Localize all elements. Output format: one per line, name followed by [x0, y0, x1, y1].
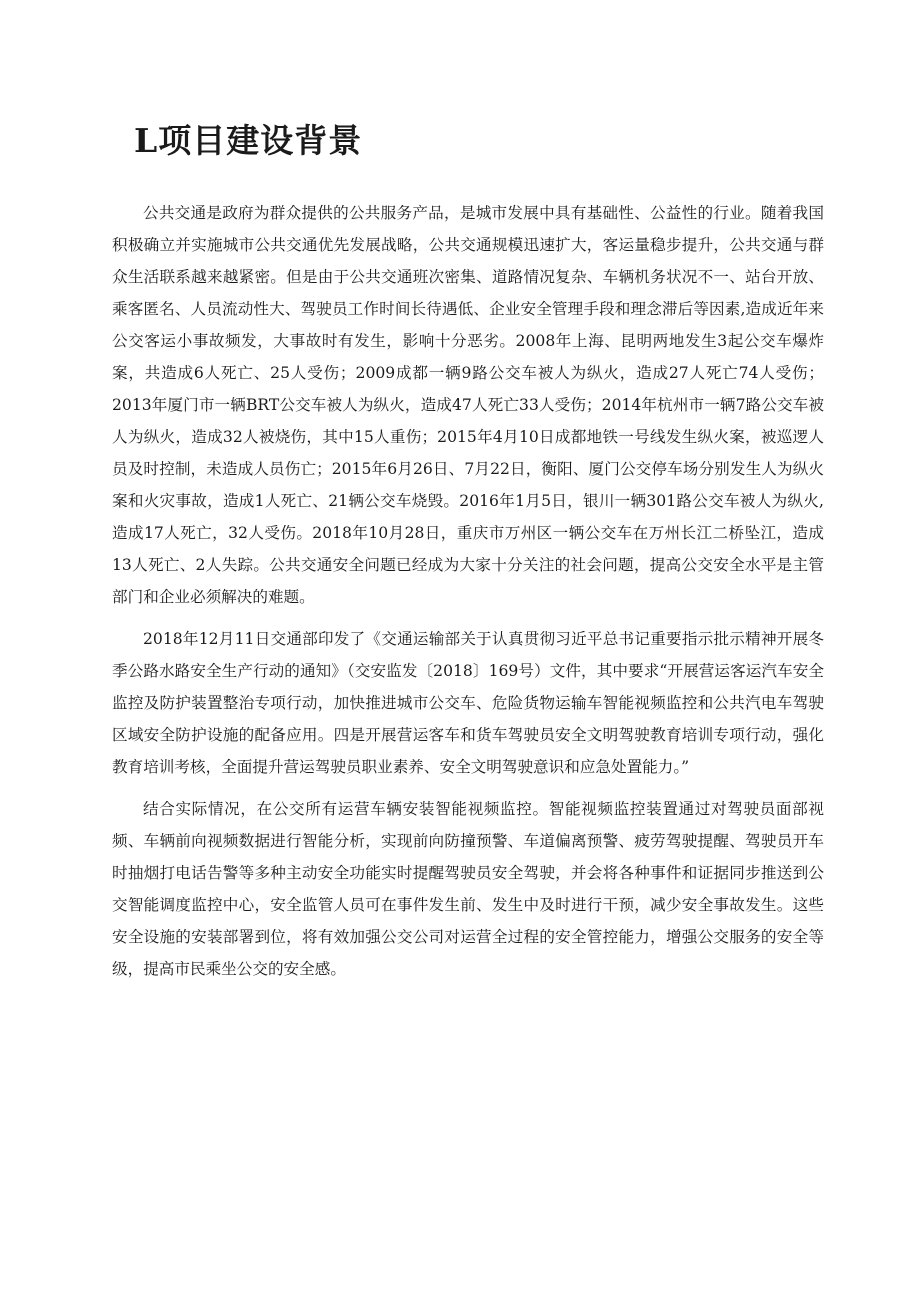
paragraph-solution: 结合实际情况，在公交所有运营车辆安装智能视频监控。智能视频监控装置通过对驾驶员面部视频、车辆前向视频数据进行智能分析，实现前向防撞预警、车道偏离预警、疲劳驾驶提醒、驾驶员开车时抽烟打电话告警等多种主动安全功能实时提醒驾驶员安全驾驶，并会将各种事件和证据同步推送到公交智能调度监控中心，安全监管人员可在事件发生前、发生中及时进行干预，减少安全事故发生。这些安全设施的安装部署到位，将有效加强公交公司对运营全过程的安全管控能力，增强公交服务的安全等级，提高市民乘坐公交的安全感。 [112, 800, 824, 978]
paragraph-policy-notice: 2018年12月11日交通部印发了《交通运输部关于认真贯彻习近平总书记重要指示批示精神开展冬季公路水路安全生产行动的通知》（交安监发〔2018〕169号）文件，其中要求“开展营运客运汽车安全监控及防护装置整治专项行动，加快推进城市公交车、危险货物运输车智能视频监控和公共汽电车驾驶区域安全防护设施的配备应用。四是开展营运客车和货车驾驶员安全文明驾驶教育培训专项行动，强化教育培训考核，全面提升营运驾驶员职业素养、安全文明驾驶意识和应急处置能力。” [112, 630, 824, 776]
section-heading: L项目建设背景 [134, 121, 363, 160]
document-body [112, 197, 824, 995]
paragraph-background: 公共交通是政府为群众提供的公共服务产品，是城市发展中具有基础性、公益性的行业。随着我国积极确立并实施城市公共交通优先发展战略，公共交通规模迅速扩大，客运量稳步提升，公共交通与群众生活联系越来越紧密。但是由于公共交通班次密集、道路情况复杂、车辆机务状况不一、站台开放、乘客匿名、人员流动性大、驾驶员工作时间长待遇低、企业安全管理手段和理念滞后等因素,造成近年来公交客运小事故频发，大事故时有发生，影响十分恶劣。2008年上海、昆明两地发生3起公交车爆炸案，共造成6人死亡、25人受伤；2009成都一辆9路公交车被人为纵火，造成27人死亡74人受伤；2013年厦门市一辆BRT公交车被人为纵火，造成47人死亡33人受伤；2014年杭州市一辆7路公交车被人为纵火，造成32人被烧伤，其中15人重伤；2015年4月10日成都地铁一号线发生纵火案，被巡逻人员及时控制，未造成人员伤亡；2015年6月26日、7月22日，衡阳、厦门公交停车场分别发生人为纵火案和火灾事故，造成1人死亡、21辆公交车烧毁。2016年1月5日，银川一辆301路公交车被人为纵火,造成17人死亡，32人受伤。2018年10月28日，重庆市万州区一辆公交车在万州长江二桥坠江，造成13人死亡、2人失踪。公共交通安全问题已经成为大家十分关注的社会问题，提高公交安全水平是主管部门和企业必须解决的难题。 [112, 204, 824, 606]
